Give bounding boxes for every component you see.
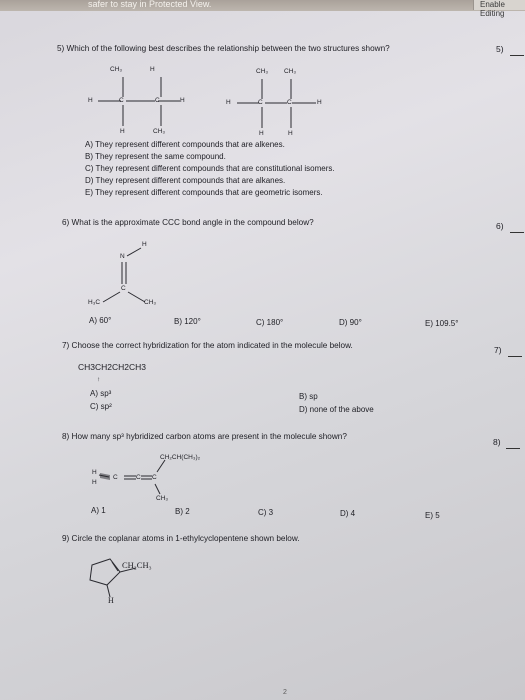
q8-option-a: A) 1 — [91, 506, 106, 515]
q8-option-d: D) 4 — [340, 509, 356, 518]
q6-option-b: B) 120° — [174, 317, 201, 326]
page-number: 2 — [283, 689, 287, 696]
q5-right-top2: CH₃ — [284, 68, 297, 75]
q8-option-b: B) 2 — [175, 507, 190, 516]
q7-option-b: B) sp — [299, 392, 318, 401]
q5-left-right-h: H — [180, 97, 185, 104]
q5-option-d: D) They represent different compounds that are alkanes. — [85, 176, 286, 185]
q8-margin-number: 8) — [493, 437, 501, 447]
q6-option-c: C) 180° — [256, 318, 284, 327]
q8-question: 8) How many sp³ hybridized carbon atoms are present in the molecule shown? — [62, 432, 347, 441]
q7-option-d: D) none of the above — [299, 405, 374, 414]
q8-bottom-methyl: CH₃ — [156, 495, 169, 502]
q5-right-h: H — [226, 99, 231, 106]
q5-option-e: E) They represent different compounds that are geometric isomers. — [85, 188, 323, 197]
q6-option-a: A) 60° — [89, 316, 112, 325]
q6-margin-number: 6) — [496, 221, 504, 231]
q9-substituent: CH₂CH₃ — [122, 560, 152, 570]
q6-option-d: D) 90° — [339, 318, 362, 327]
q5-right-bottom1: H — [259, 130, 264, 137]
q9-h: H — [108, 596, 114, 605]
q6-right-methyl: CH₃ — [144, 299, 157, 306]
q5-left-bottom2: CH₃ — [153, 128, 166, 135]
q8-answer-blank[interactable] — [506, 447, 520, 449]
q6-c: C — [121, 285, 126, 292]
q6-question: 6) What is the approximate CCC bond angle in the compound below? — [62, 218, 314, 227]
q8-c2: C — [136, 474, 141, 481]
q5-question: 5) Which of the following best describes the relationship between the two structures shown? — [57, 44, 390, 53]
q7-molecule: CH3CH2CH2CH3 — [78, 362, 147, 372]
q8-option-e: E) 5 — [425, 511, 440, 520]
q7-margin-number: 7) — [494, 345, 502, 355]
q5-right-right-h: H — [317, 99, 322, 106]
q7-option-c: C) sp² — [90, 402, 112, 411]
q6-option-e: E) 109.5° — [425, 319, 459, 328]
enable-editing-button[interactable]: Enable Editing — [473, 0, 525, 10]
q8-c3: C — [152, 474, 157, 481]
q5-left-c1: C — [119, 97, 124, 104]
q5-right-c2: C — [287, 99, 292, 106]
q5-answer-blank[interactable] — [510, 54, 524, 56]
banner-text: safer to stay in Protected View. — [88, 0, 212, 9]
q5-left-c2: C — [155, 97, 160, 104]
q8-top-substituent: CH₂CH(CH₃)₂ — [160, 454, 201, 461]
q5-left-bottom1: H — [120, 128, 125, 135]
q5-option-c: C) They represent different compounds that are constitutional isomers. — [85, 164, 335, 173]
q6-answer-blank[interactable] — [510, 231, 524, 233]
q8-h2: H — [92, 479, 97, 486]
q7-option-a: A) sp³ — [90, 389, 112, 398]
q6-left-methyl: H₃C — [88, 299, 101, 306]
q5-option-b: B) They represent the same compound. — [85, 152, 226, 161]
q6-n: N — [120, 253, 125, 260]
q5-left-h: H — [88, 97, 93, 104]
q5-right-top1: CH₃ — [256, 68, 269, 75]
q8-option-c: C) 3 — [258, 508, 274, 517]
q7-indicator-arrow: ↑ — [97, 376, 101, 383]
q5-left-top1: CH₃ — [110, 66, 123, 73]
q5-right-c1: C — [258, 99, 263, 106]
q5-option-a: A) They represent different compounds that are alkenes. — [85, 140, 285, 149]
q7-question: 7) Choose the correct hybridization for the atom indicated in the molecule below. — [62, 341, 353, 350]
q7-answer-blank[interactable] — [508, 355, 522, 357]
q5-right-bottom2: H — [288, 130, 293, 137]
q6-h: H — [142, 241, 147, 248]
q9-question: 9) Circle the coplanar atoms in 1-ethylcyclopentene shown below. — [62, 534, 300, 543]
q5-left-top2: H — [150, 66, 155, 73]
q5-margin-number: 5) — [496, 44, 504, 54]
q8-c1: C — [113, 474, 118, 481]
q8-h1: H — [92, 469, 97, 476]
